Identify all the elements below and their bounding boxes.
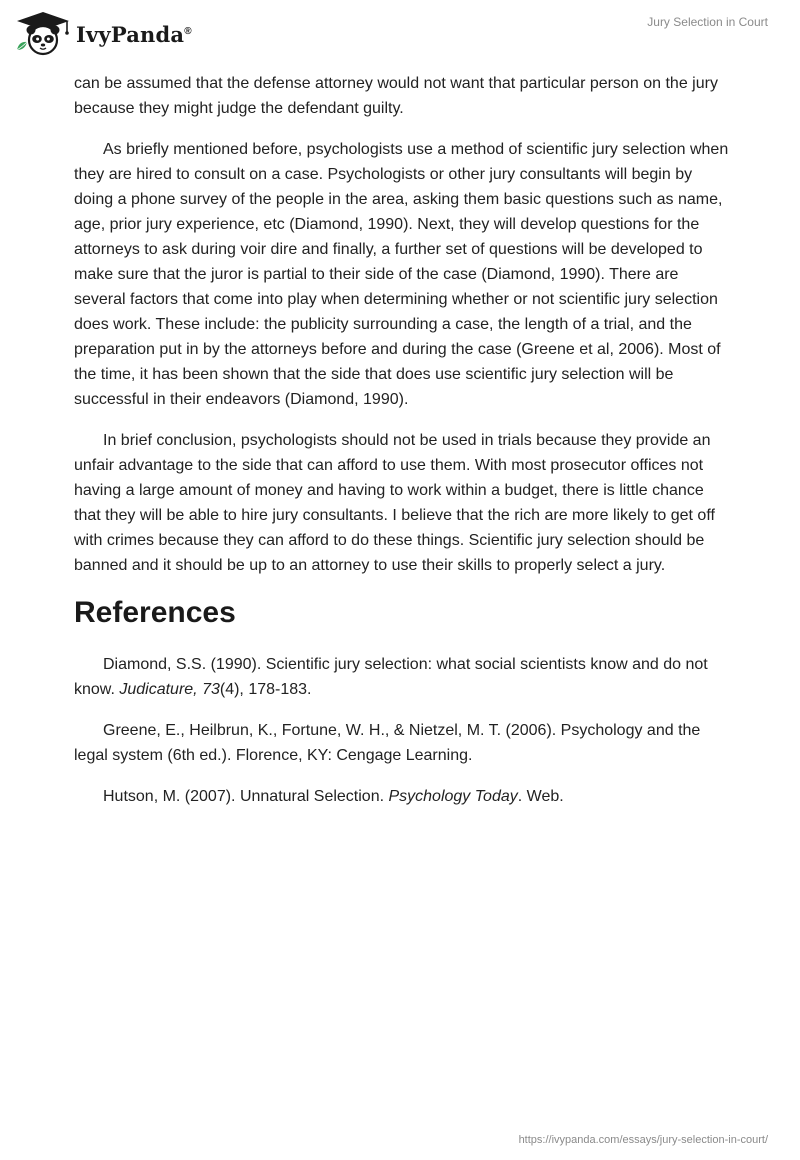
essay-body: [74, 71, 729, 825]
ref-diamond-journal: Judicature, 73: [119, 681, 220, 698]
panda-graduate-icon: [14, 10, 72, 56]
brand-name-text: IvyPanda: [76, 21, 185, 47]
paragraph-conclusion: In brief conclusion, psychologists should not be used in trials because they provide an unfair advantage to the side that can afford to use them. With most prosecutor offices not having a large amount of money and having to work within a budget, there is little chance that they will be able to hire jury consultants. I believe that the rich are more likely to get off with crimes because they can afford to do these things. Scientific jury selection should be banned and it should be up to an attorney to use their skills to properly select a jury.: [74, 432, 715, 574]
registered-mark: ®: [184, 25, 192, 37]
reference-greene: Greene, E., Heilbrun, K., Fortune, W. H., & Nietzel, M. T. (2006). Psychology and the legal system (6th ed.). Florence, KY: Cengage Learning.: [74, 722, 701, 764]
ref-hutson-publication: Psychology Today: [388, 788, 518, 805]
source-url[interactable]: https://ivypanda.com/essays/jury-selection-in-court/: [518, 1134, 768, 1146]
reference-hutson: [74, 784, 729, 809]
ref-hutson-main: Hutson, M. (2007). Unnatural Selection.: [103, 788, 389, 805]
document-title: Jury Selection in Court: [647, 15, 768, 29]
references-heading: References: [74, 596, 236, 629]
paragraph-scientific-jury-selection: As briefly mentioned before, psychologists use a method of scientific jury selection when they are hired to consult on a case. Psychologists or other jury consultants will begin by doing a phone survey of the people in the area, asking them basic questions such as name, age, prior jury experience, etc (Diamond, 1990). Next, they will develop questions for the attorneys to ask during voir dire and finally, a further set of questions will be developed to make sure that the juror is partial to their side of the case (Diamond, 1990). There are several factors that come into play when determining whether or not scientific jury selection does work. These include: the publicity surrounding a case, the length of a trial, and the preparation put in by the attorneys before and during the case (Greene et al, 2006). Most of the time, it has been shown that the side that does use scientific jury selection will be successful in their endeavors (Diamond, 1990).: [74, 141, 729, 408]
ref-diamond-main: Diamond, S.S. (1990). Scientific jury selection: what social scientists know and do not know.: [74, 656, 708, 698]
ref-diamond-issue: (4), 178-183.: [219, 681, 312, 698]
reference-diamond: [74, 652, 729, 702]
paragraph-continuation: can be assumed that the defense attorney would not want that particular person on the jury because they might judge the defendant guilty.: [74, 75, 718, 117]
ivypanda-logo[interactable]: [14, 10, 192, 56]
brand-name: [76, 22, 192, 47]
page-header: [0, 0, 800, 64]
ref-hutson-medium: . Web.: [517, 788, 564, 805]
